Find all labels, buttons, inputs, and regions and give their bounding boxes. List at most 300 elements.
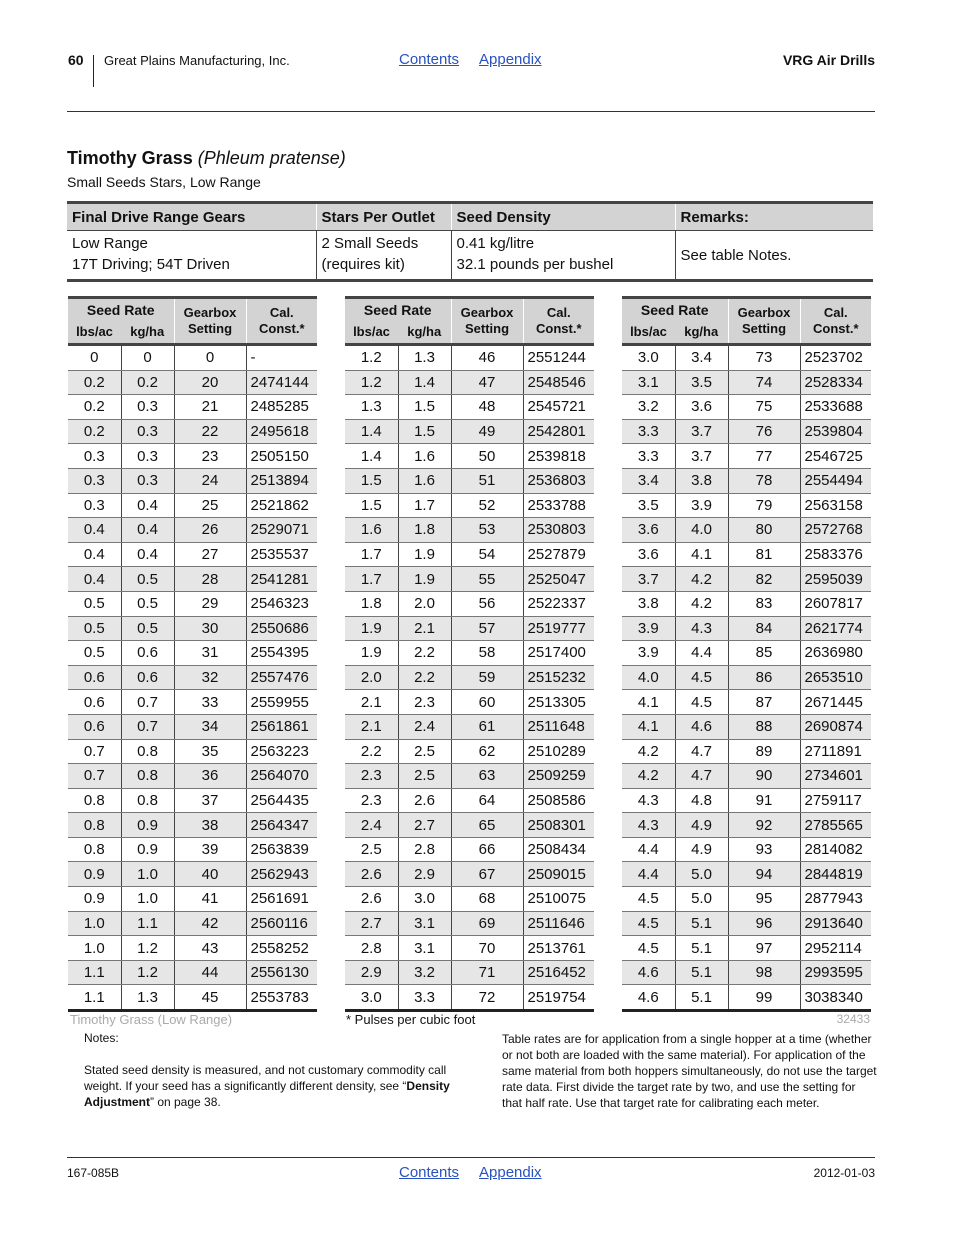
cal-const-cell: 2510075 [523,887,594,912]
table-row [68,714,317,739]
table-row [345,345,594,371]
lbs-ac-cell: 0.2 [68,395,121,420]
cal-const-cell: 2562943 [246,862,317,887]
lbs-ac-cell: 0.5 [68,591,121,616]
table-row [345,714,594,739]
kg-ha-cell: 0.5 [121,591,174,616]
lbs-ac-cell: 4.0 [622,665,675,690]
cal-const-cell: 2554395 [246,641,317,666]
cal-const-cell: 2508434 [523,837,594,862]
cal-const-cell: 2529071 [246,518,317,543]
table-row [622,862,871,887]
cal-const-cell: 2554494 [800,468,871,493]
lbs-ac-cell: 0.7 [68,764,121,789]
kg-ha-cell: 4.6 [675,714,728,739]
cal-const-cell: 2548546 [523,370,594,395]
lbs-ac-cell: 0.3 [68,444,121,469]
kg-ha-cell: 3.0 [398,887,451,912]
pulses-footnote: * Pulses per cubic foot [346,1012,476,1027]
gearbox-cell: 47 [451,370,523,395]
kg-ha-cell: 4.2 [675,567,728,592]
lbs-ac-cell: 3.0 [622,345,675,371]
lbs-ac-cell: 0.6 [68,714,121,739]
gearbox-cell: 82 [728,567,800,592]
lbs-ac-cell: 4.3 [622,788,675,813]
cal-const-cell: 2533788 [523,493,594,518]
cal-const-cell: 2515232 [523,665,594,690]
cal-const-cell: 2553783 [246,985,317,1011]
table-row [68,419,317,444]
lbs-ac-cell: 1.7 [345,567,398,592]
cal-const-cell: 2519777 [523,616,594,641]
appendix-link[interactable]: Appendix [479,1164,542,1181]
document-date: 2012-01-03 [813,1166,875,1180]
kg-ha-cell: 0.7 [121,714,174,739]
table-row [345,370,594,395]
table-row [345,837,594,862]
rate-table [68,296,317,1012]
kg-ha-cell: 0.7 [121,690,174,715]
lbs-ac-cell: 0.5 [68,616,121,641]
kg-ha-cell: 4.9 [675,813,728,838]
table-row [622,444,871,469]
table-row [68,345,317,371]
lbs-ac-cell: 2.0 [345,665,398,690]
lbs-ac-cell: 0.7 [68,739,121,764]
table-row [68,739,317,764]
cal-const-cell: 2785565 [800,813,871,838]
table-row [345,911,594,936]
kg-ha-cell: 1.5 [398,419,451,444]
cal-const-cell: 2522337 [523,591,594,616]
gearbox-cell: 56 [451,591,523,616]
lbs-ac-cell: 3.3 [622,444,675,469]
table-row [622,960,871,985]
kg-ha-cell: 1.6 [398,444,451,469]
kg-ha-cell: 2.7 [398,813,451,838]
contents-link[interactable]: Contents [399,1164,460,1181]
table-row [622,641,871,666]
kg-ha-header: kg/ha [121,321,174,345]
kg-ha-cell: 0.4 [121,542,174,567]
table-row [68,665,317,690]
kg-ha-cell: 1.4 [398,370,451,395]
cal-const-cell: 2734601 [800,764,871,789]
lbs-ac-cell: 4.5 [622,936,675,961]
table-row [622,887,871,912]
lbs-ac-cell: 0.9 [68,862,121,887]
table-row [345,862,594,887]
gearbox-cell: 86 [728,665,800,690]
kg-ha-cell: 0.8 [121,788,174,813]
lbs-ac-cell: 1.4 [345,419,398,444]
table-row [622,419,871,444]
cal-const-cell: 2528334 [800,370,871,395]
gearbox-cell: 88 [728,714,800,739]
cal-const-cell: 2536803 [523,468,594,493]
appendix-link[interactable]: Appendix [479,51,542,68]
density-adjustment-ref: Density Adjustment [84,1079,450,1109]
cal-header-line: Cal. [269,305,294,320]
gearbox-cell: 43 [174,936,246,961]
gearbox-cell: 38 [174,813,246,838]
gearbox-header-line: Gearbox [183,305,237,320]
kg-ha-cell: 2.8 [398,837,451,862]
kg-ha-cell: 0.2 [121,370,174,395]
gearbox-cell: 77 [728,444,800,469]
info-remarks-cell: See table Notes. [675,231,873,281]
cal-const-cell: 2564435 [246,788,317,813]
gearbox-cell: 24 [174,468,246,493]
stars-kit-line: (requires kit) [321,256,405,273]
table-row [622,665,871,690]
gearbox-cell: 59 [451,665,523,690]
gearbox-cell: 97 [728,936,800,961]
kg-ha-cell: 4.1 [675,542,728,567]
gearbox-cell: 50 [451,444,523,469]
lbs-ac-cell: 1.3 [345,395,398,420]
title-common-name: Timothy Grass [67,148,193,168]
gearbox-cell: 93 [728,837,800,862]
cal-const-cell: 2485285 [246,395,317,420]
info-header-range: Final Drive Range Gears [67,203,316,231]
table-row [68,567,317,592]
lbs-ac-cell: 1.9 [345,616,398,641]
cal-const-cell: 2546323 [246,591,317,616]
kg-ha-cell: 1.2 [121,960,174,985]
table-row [68,837,317,862]
table-row [345,395,594,420]
kg-ha-cell: 3.4 [675,345,728,371]
table-row [622,493,871,518]
gearbox-cell: 78 [728,468,800,493]
table-row [68,936,317,961]
kg-ha-cell: 4.3 [675,616,728,641]
gearbox-cell: 32 [174,665,246,690]
cal-const-cell: - [246,345,317,371]
cal-const-cell: 2523702 [800,345,871,371]
lbs-ac-cell: 1.8 [345,591,398,616]
lbs-ac-cell: 2.1 [345,690,398,715]
notes-heading: Notes: [84,1031,119,1045]
lbs-ac-cell: 4.3 [622,813,675,838]
table-row [68,444,317,469]
lbs-ac-cell: 1.0 [68,936,121,961]
table-row [68,395,317,420]
cal-const-cell: 2505150 [246,444,317,469]
kg-ha-cell: 2.9 [398,862,451,887]
cal-const-cell: 2563223 [246,739,317,764]
table-row [622,395,871,420]
gearbox-cell: 52 [451,493,523,518]
density-note-page: ” on page 38. [150,1095,221,1109]
kg-ha-cell: 3.3 [398,985,451,1011]
table-row [68,960,317,985]
lbs-ac-cell: 0.4 [68,542,121,567]
lbs-ac-cell: 0.2 [68,419,121,444]
gearbox-cell: 22 [174,419,246,444]
gearbox-cell: 83 [728,591,800,616]
cal-const-cell: 2557476 [246,665,317,690]
cal-const-cell: 2561691 [246,887,317,912]
lbs-ac-header: lbs/ac [345,321,398,345]
gearbox-cell: 81 [728,542,800,567]
lbs-ac-cell: 4.6 [622,985,675,1011]
cal-const-cell: 2559955 [246,690,317,715]
kg-ha-cell: 2.0 [398,591,451,616]
kg-ha-cell: 0.9 [121,813,174,838]
contents-link[interactable]: Contents [399,51,460,68]
table-row [345,788,594,813]
cal-const-cell: 2844819 [800,862,871,887]
info-stars-cell [316,231,451,281]
gearbox-cell: 33 [174,690,246,715]
seed-rate-header: Seed Rate [622,298,728,322]
cal-const-cell: 2509259 [523,764,594,789]
cal-const-cell: 2513761 [523,936,594,961]
kg-ha-cell: 3.8 [675,468,728,493]
gearbox-cell: 60 [451,690,523,715]
page-subtitle: Small Seeds Stars, Low Range [67,174,261,190]
table-row [68,591,317,616]
density-note [84,1062,469,1110]
gearbox-cell: 84 [728,616,800,641]
kg-ha-cell: 5.1 [675,960,728,985]
lbs-ac-cell: 3.8 [622,591,675,616]
table-row [68,518,317,543]
range-gears-line: 17T Driving; 54T Driven [72,256,230,273]
kg-ha-cell: 1.2 [121,936,174,961]
cal-const-cell: 2545721 [523,395,594,420]
stars-line: 2 Small Seeds [321,235,419,252]
table-row [68,788,317,813]
gearbox-cell: 26 [174,518,246,543]
lbs-ac-cell: 2.2 [345,739,398,764]
cal-const-cell: 2993595 [800,960,871,985]
kg-ha-cell: 0.3 [121,419,174,444]
cal-const-cell: 2564347 [246,813,317,838]
kg-ha-cell: 0.3 [121,444,174,469]
lbs-ac-cell: 2.6 [345,887,398,912]
table-row [68,468,317,493]
gearbox-cell: 62 [451,739,523,764]
kg-ha-cell: 1.3 [121,985,174,1011]
kg-ha-cell: 0.3 [121,395,174,420]
lbs-ac-cell: 4.1 [622,714,675,739]
cal-const-cell: 2583376 [800,542,871,567]
gearbox-cell: 51 [451,468,523,493]
table-row [68,542,317,567]
lbs-ac-cell: 3.9 [622,616,675,641]
kg-ha-cell: 3.2 [398,960,451,985]
kg-ha-cell: 3.1 [398,936,451,961]
kg-ha-cell: 2.3 [398,690,451,715]
company-name: Great Plains Manufacturing, Inc. [104,53,290,68]
table-row [622,813,871,838]
table-row [345,591,594,616]
cal-const-cell: 2511646 [523,911,594,936]
lbs-ac-cell: 3.5 [622,493,675,518]
cal-const-cell: 2814082 [800,837,871,862]
const-header-line: Const.* [536,321,582,336]
kg-ha-cell: 0.5 [121,567,174,592]
cal-const-cell: 2671445 [800,690,871,715]
cal-const-cell: 2474144 [246,370,317,395]
gearbox-cell: 69 [451,911,523,936]
lbs-ac-cell: 2.6 [345,862,398,887]
table-row [345,616,594,641]
table-row [622,616,871,641]
table-row [622,690,871,715]
lbs-ac-cell: 4.2 [622,764,675,789]
table-row [68,616,317,641]
cal-const-header [246,298,317,345]
table-row [68,862,317,887]
cal-const-header [523,298,594,345]
kg-ha-cell: 2.5 [398,764,451,789]
cal-const-cell: 2711891 [800,739,871,764]
kg-ha-cell: 0.8 [121,739,174,764]
const-header-line: Const.* [813,321,859,336]
kg-ha-cell: 5.0 [675,887,728,912]
lbs-ac-cell: 1.2 [345,370,398,395]
cal-const-cell: 2511648 [523,714,594,739]
gearbox-cell: 94 [728,862,800,887]
kg-ha-cell: 0.4 [121,493,174,518]
gearbox-cell: 73 [728,345,800,371]
lbs-ac-cell: 3.9 [622,641,675,666]
table-row [345,936,594,961]
cal-const-cell: 2563839 [246,837,317,862]
gearbox-cell: 67 [451,862,523,887]
lbs-ac-cell: 1.6 [345,518,398,543]
gearbox-cell: 91 [728,788,800,813]
cal-const-cell: 2558252 [246,936,317,961]
cal-const-header [800,298,871,345]
cal-const-cell: 2572768 [800,518,871,543]
cal-const-cell: 2913640 [800,911,871,936]
gearbox-cell: 96 [728,911,800,936]
table-row [68,493,317,518]
gearbox-header-line: Gearbox [460,305,514,320]
gearbox-cell: 49 [451,419,523,444]
lbs-ac-cell: 2.9 [345,960,398,985]
setting-header-line: Setting [741,321,787,336]
cal-const-cell: 2877943 [800,887,871,912]
cal-const-cell: 2513894 [246,468,317,493]
table-row [622,985,871,1011]
kg-ha-cell: 5.1 [675,936,728,961]
lbs-ac-cell: 2.7 [345,911,398,936]
seed-rate-header: Seed Rate [68,298,174,322]
kg-ha-cell: 0.5 [121,616,174,641]
table-row [345,813,594,838]
kg-ha-cell: 3.7 [675,419,728,444]
lbs-ac-header: lbs/ac [68,321,121,345]
lbs-ac-cell: 3.0 [345,985,398,1011]
cal-const-cell: 2561861 [246,714,317,739]
gearbox-cell: 55 [451,567,523,592]
cal-const-cell: 2759117 [800,788,871,813]
table-row [622,591,871,616]
kg-ha-cell: 2.2 [398,641,451,666]
lbs-ac-cell: 0.8 [68,837,121,862]
table-row [68,887,317,912]
gearbox-cell: 27 [174,542,246,567]
page-title [67,148,346,169]
gearbox-cell: 87 [728,690,800,715]
lbs-ac-cell: 3.7 [622,567,675,592]
density-metric: 0.41 kg/litre [456,235,535,252]
kg-ha-header: kg/ha [398,321,451,345]
table-row [622,370,871,395]
cal-const-cell: 2563158 [800,493,871,518]
table-row [622,837,871,862]
gearbox-cell: 95 [728,887,800,912]
kg-ha-cell: 2.1 [398,616,451,641]
page-number: 60 [68,52,84,68]
table-row [68,370,317,395]
cal-const-cell: 2519754 [523,985,594,1011]
table-row [345,690,594,715]
table-row [345,419,594,444]
cal-const-cell: 2653510 [800,665,871,690]
gearbox-cell: 42 [174,911,246,936]
lbs-ac-cell: 0 [68,345,121,371]
lbs-ac-cell: 2.3 [345,788,398,813]
cal-const-cell: 2509015 [523,862,594,887]
gearbox-cell: 35 [174,739,246,764]
gearbox-cell: 79 [728,493,800,518]
table-row [622,764,871,789]
hopper-note: Table rates are for application from a single hopper at a time (whether or not both are loaded with the same material). For application of the same material from both hoppers simultaneously, do not use the target rate data. First divide the target rate by two, and use the setting for that half rate. Use that target rate for calibrating each meter. [502,1032,877,1110]
lbs-ac-cell: 2.4 [345,813,398,838]
lbs-ac-cell: 1.0 [68,911,121,936]
kg-ha-header: kg/ha [675,321,728,345]
kg-ha-cell: 5.0 [675,862,728,887]
gearbox-cell: 48 [451,395,523,420]
table-row [68,764,317,789]
gearbox-cell: 21 [174,395,246,420]
seed-rate-header: Seed Rate [345,298,451,322]
header-rule [67,111,875,112]
kg-ha-cell: 1.1 [121,911,174,936]
table-row [622,936,871,961]
lbs-ac-cell: 1.5 [345,493,398,518]
cal-const-cell: 2546725 [800,444,871,469]
cal-const-cell: 2516452 [523,960,594,985]
lbs-ac-cell: 3.2 [622,395,675,420]
gearbox-cell: 85 [728,641,800,666]
table-row [622,739,871,764]
gearbox-cell: 68 [451,887,523,912]
gearbox-cell: 45 [174,985,246,1011]
gearbox-cell: 28 [174,567,246,592]
gearbox-cell: 39 [174,837,246,862]
gearbox-cell: 61 [451,714,523,739]
kg-ha-cell: 0.3 [121,468,174,493]
cal-const-cell: 2525047 [523,567,594,592]
kg-ha-cell: 0.4 [121,518,174,543]
kg-ha-cell: 1.0 [121,887,174,912]
cal-const-cell: 2564070 [246,764,317,789]
table-row [345,739,594,764]
table-row [622,518,871,543]
rate-table [622,296,871,1012]
lbs-ac-cell: 0.4 [68,518,121,543]
lbs-ac-cell: 0.8 [68,813,121,838]
cal-header-line: Cal. [823,305,848,320]
